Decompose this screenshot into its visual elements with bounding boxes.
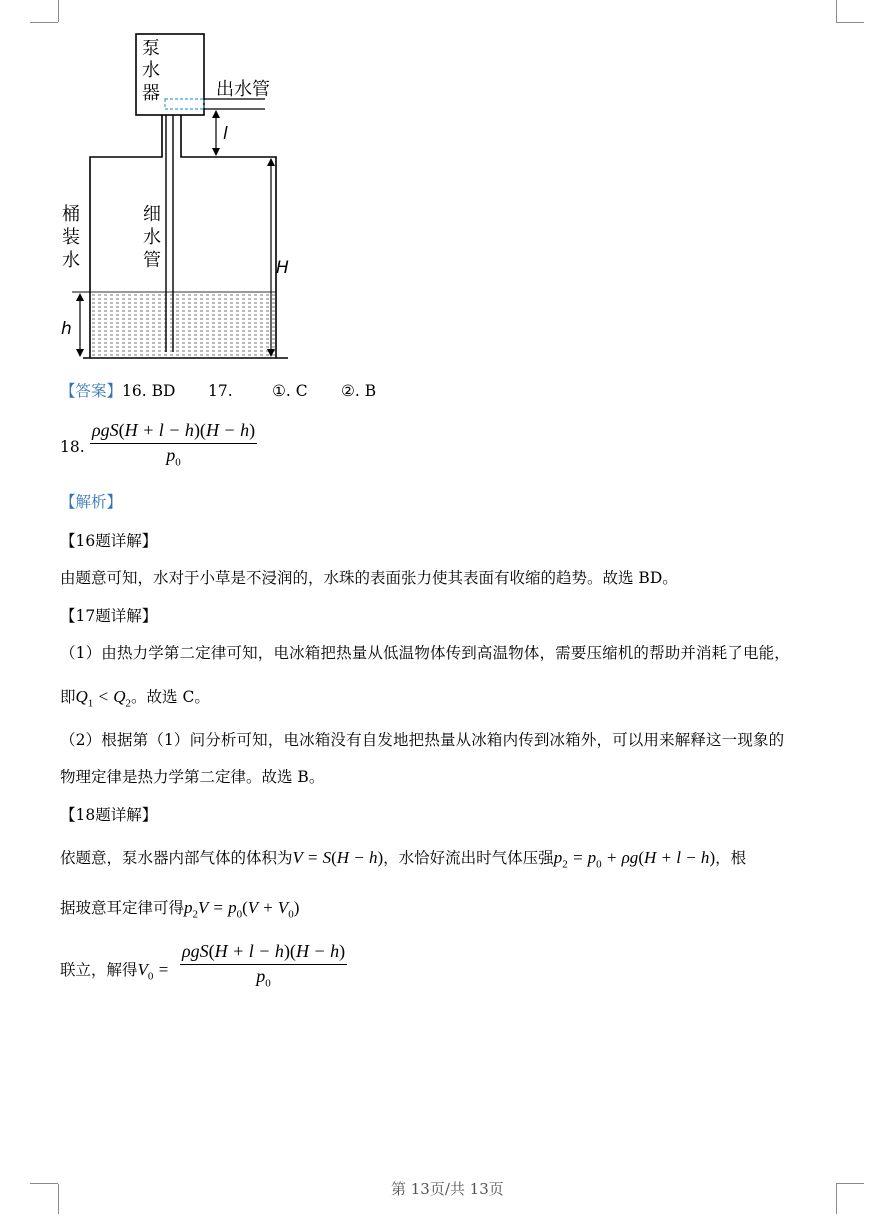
boyle-formula: $p_2V = p_0(V + V_0)$ [184, 898, 300, 921]
dim-l-label: l [223, 124, 228, 144]
crop-mark-bottom-left-h [30, 1183, 58, 1184]
sec18-heading: 【18题详解】 [60, 806, 158, 824]
answer-17-2: ②. B [341, 382, 377, 400]
analysis-tag: 【解析】 [60, 493, 123, 511]
page-footer: 第 13页/共 13页 [391, 1180, 504, 1198]
sec17-p1-line2 [60, 687, 210, 713]
dim-h-label: h [61, 319, 72, 339]
dim-H-label: H [276, 258, 289, 278]
crop-mark-top-right-v [836, 0, 837, 22]
sec18-line1-c: ，根 [715, 849, 747, 867]
sec17-p2-line2: 物理定律是热力学第二定律。故选 B。 [60, 768, 325, 786]
crop-mark-top-left-h [30, 22, 58, 23]
barrel-label-2: 装 [62, 227, 80, 248]
tube-label-3: 管 [143, 250, 161, 271]
answer-18-number: 18. [60, 438, 85, 456]
crop-mark-top-right-h [836, 22, 864, 23]
answer-17: 17. [208, 382, 233, 400]
answer-line [60, 381, 175, 401]
pump-barrel-diagram [50, 25, 310, 370]
sec18-line1 [60, 848, 746, 874]
answer-tag: 【答案】 [60, 382, 123, 400]
dim-l-arrow-top [212, 110, 220, 118]
tube-label-2: 水 [143, 227, 161, 248]
outlet-label: 出水管 [216, 79, 270, 100]
answer-16: 16. BD [122, 382, 176, 400]
sec17-p1-line2-pre: 即 [60, 688, 76, 706]
barrel-label-1: 桶 [62, 204, 80, 225]
dim-h-arrow-top [76, 293, 84, 301]
dim-H-arrow-top [267, 158, 275, 166]
answer-18-formula: $\frac{\text{ρgS(H + l − h)(H − h)}}{p_0}$ [92, 420, 256, 469]
q-inequality: $Q_1 < Q_2$ [75, 687, 132, 710]
v0-formula: $\frac{\text{ρgS(H + l − h)(H − h)}}{p_0}$ [182, 941, 346, 990]
crop-mark-top-left-v [58, 0, 59, 22]
tube-label-1: 细 [143, 204, 161, 225]
sec17-p1-line2-post: 。故选 C。 [131, 688, 210, 706]
sec18-line3 [60, 960, 169, 986]
pump-label-3: 器 [142, 83, 160, 104]
pump-label-2: 水 [142, 60, 160, 81]
water-fill [90, 292, 276, 358]
volume-formula: V = S(H − h) [292, 848, 384, 867]
answer-17-1: ①. C [272, 382, 308, 400]
sec16-body: 由题意可知，水对于小草是不浸润的，水珠的表面张力使其表面有收缩的趋势。故选 BD。 [60, 569, 678, 587]
dim-h-arrow-bottom [76, 349, 84, 357]
sec17-p2-line1: （2）根据第（1）问分析可知，电冰箱没有自发地把热量从冰箱内传到冰箱外，可以用来解释这一现象的 [60, 731, 785, 749]
crop-mark-bottom-right-v [836, 1184, 837, 1214]
sec18-line1-a: 依题意，泵水器内部气体的体积为 [60, 849, 293, 867]
pressure-formula: $p_2 = p_0 + \rho g(H + l - h)$ [553, 848, 716, 871]
sec16-heading: 【16题详解】 [60, 532, 158, 550]
sec18-line1-b: ，水恰好流出时气体压强 [383, 849, 554, 867]
sec17-heading: 【17题详解】 [60, 607, 158, 625]
crop-mark-bottom-right-h [836, 1183, 864, 1184]
dim-l-arrow-bottom [212, 148, 220, 156]
v0-symbol: $V_0$ = [137, 960, 170, 983]
barrel-label-3: 水 [62, 250, 80, 271]
sec18-line2-a: 据玻意耳定律可得 [60, 899, 185, 917]
sec17-p1-line1: （1）由热力学第二定律可知，电冰箱把热量从低温物体传到高温物体，需要压缩机的帮助并消耗了电能， [60, 644, 790, 662]
pump-label-1: 泵 [142, 38, 160, 59]
crop-mark-bottom-left-v [58, 1184, 59, 1214]
sec18-line3-a: 联立，解得 [60, 961, 138, 979]
sec18-line2 [60, 898, 299, 924]
